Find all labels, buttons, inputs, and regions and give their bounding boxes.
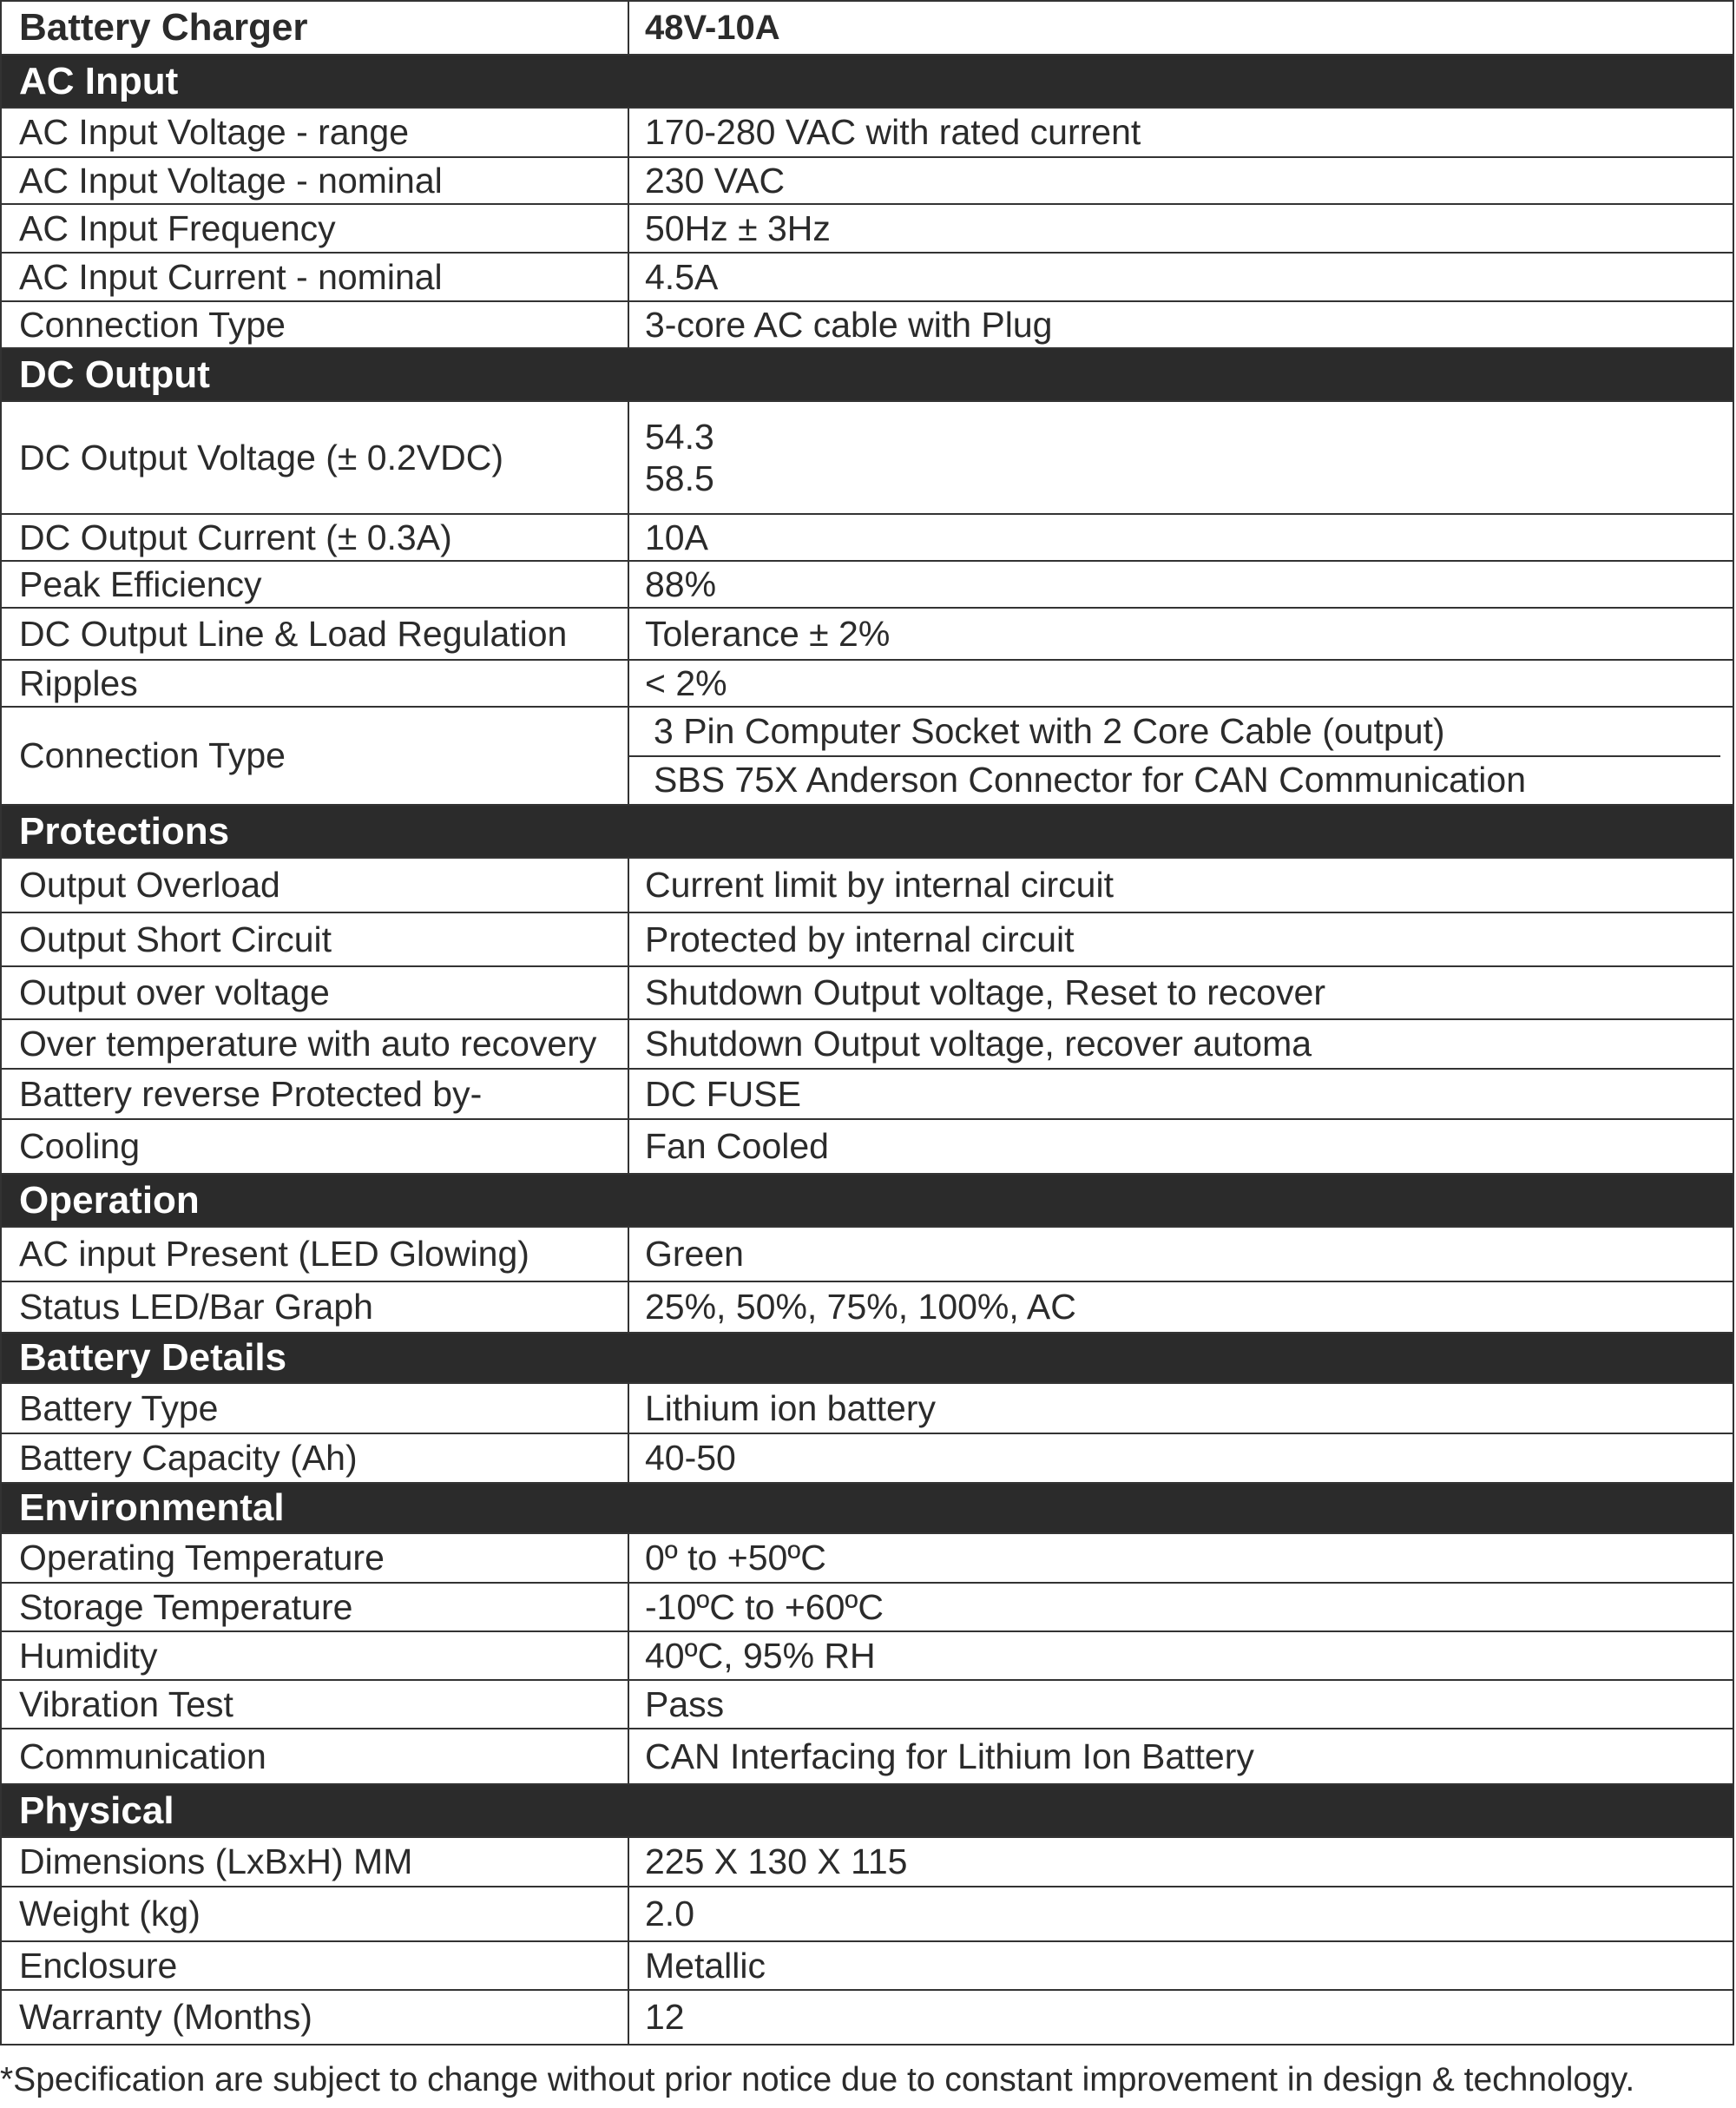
spec-value-list <box>629 402 1733 513</box>
spec-label: AC Input Current - nominal <box>2 254 629 300</box>
spec-row <box>0 1534 1734 1584</box>
product-name: Battery Charger <box>2 2 629 54</box>
spec-value: 40ºC, 95% RH <box>645 1635 876 1676</box>
spec-row <box>0 1632 1734 1681</box>
spec-value: < 2% <box>645 662 727 703</box>
spec-row <box>0 1120 1734 1175</box>
spec-label: DC Output Line & Load Regulation <box>2 609 629 659</box>
spec-label: Humidity <box>2 1632 629 1679</box>
section-header-battery-details <box>0 1334 1734 1384</box>
title-row <box>0 0 1734 56</box>
spec-value: 3-core AC cable with Plug <box>645 304 1053 345</box>
spec-value: 88% <box>645 563 717 604</box>
spec-label: Communication <box>2 1729 629 1783</box>
spec-value: Current limit by internal circuit <box>645 865 1114 905</box>
spec-row <box>0 1384 1734 1434</box>
spec-row <box>0 1070 1734 1120</box>
spec-row <box>0 661 1734 708</box>
section-title: Physical <box>19 1789 174 1832</box>
spec-row <box>0 609 1734 661</box>
section-title: DC Output <box>19 352 210 396</box>
spec-row <box>0 859 1734 913</box>
spec-label: DC Output Current (± 0.3A) <box>2 515 629 560</box>
spec-row <box>0 967 1734 1020</box>
spec-label: AC Input Voltage - nominal <box>2 158 629 203</box>
spec-label: Enclosure <box>2 1942 629 1989</box>
section-header-protections <box>0 806 1734 859</box>
spec-value: 12 <box>645 1997 685 2037</box>
spec-row <box>0 1729 1734 1785</box>
spec-value: 40-50 <box>645 1438 736 1478</box>
footnote: *Specification are subject to change without prior notice due to constant improvement in design & technology. <box>0 2061 1635 2098</box>
spec-label: Peak Efficiency <box>2 562 629 607</box>
spec-label: Dimensions (LxBxH) MM <box>2 1838 629 1886</box>
spec-label: Output Overload <box>2 859 629 912</box>
spec-row <box>0 1282 1734 1334</box>
spec-row <box>0 205 1734 254</box>
spec-label: Connection Type <box>2 708 629 804</box>
spec-label: Cooling <box>2 1120 629 1173</box>
product-model: 48V-10A <box>645 8 780 47</box>
spec-value: 25%, 50%, 75%, 100%, AC <box>645 1287 1076 1327</box>
spec-label: Battery Capacity (Ah) <box>2 1434 629 1482</box>
spec-label: Status LED/Bar Graph <box>2 1282 629 1332</box>
spec-row <box>0 913 1734 967</box>
spec-value-line: 58.5 <box>645 458 714 498</box>
spec-value: Lithium ion battery <box>645 1387 937 1428</box>
spec-label: Connection Type <box>2 302 629 347</box>
spec-label: AC input Present (LED Glowing) <box>2 1228 629 1281</box>
spec-value: Shutdown Output voltage, recover automa <box>645 1024 1312 1064</box>
spec-value: 225 X 130 X 115 <box>645 1841 908 1881</box>
spec-value-line: 3 Pin Computer Socket with 2 Core Cable (output) <box>629 708 1720 757</box>
spec-row <box>0 1681 1734 1729</box>
spec-value: Fan Cooled <box>645 1126 829 1166</box>
spec-row <box>0 1991 1734 2045</box>
spec-value: CAN Interfacing for Lithium Ion Battery <box>645 1736 1254 1776</box>
spec-value: 170-280 VAC with rated current <box>645 112 1141 152</box>
spec-label: Warranty (Months) <box>2 1991 629 2044</box>
section-header-dc-output <box>0 349 1734 402</box>
spec-label: Over temperature with auto recovery <box>2 1020 629 1068</box>
spec-label: Ripples <box>2 661 629 706</box>
spec-label: DC Output Voltage (± 0.2VDC) <box>2 402 629 513</box>
spec-value-line: 54.3 <box>645 417 714 457</box>
spec-row <box>0 1887 1734 1942</box>
spec-value: Shutdown Output voltage, Reset to recover <box>645 972 1326 1012</box>
spec-label: AC Input Voltage - range <box>2 109 629 156</box>
spec-label: Output Short Circuit <box>2 913 629 965</box>
spec-value: 230 VAC <box>645 160 786 201</box>
spec-row <box>0 158 1734 205</box>
spec-row <box>0 562 1734 609</box>
spec-value: 10A <box>645 517 708 557</box>
spec-value: DC FUSE <box>645 1073 801 1114</box>
spec-label: Output over voltage <box>2 967 629 1018</box>
section-title: Protections <box>19 809 230 853</box>
spec-value: 4.5A <box>645 256 719 297</box>
spec-value: 2.0 <box>645 1894 694 1933</box>
spec-value: Tolerance ± 2% <box>645 613 891 654</box>
spec-value: -10ºC to +60ºC <box>645 1586 884 1627</box>
spec-row <box>0 1838 1734 1887</box>
section-header-environmental <box>0 1484 1734 1534</box>
spec-value: 50Hz ± 3Hz <box>645 208 831 248</box>
spec-row <box>0 515 1734 562</box>
section-header-operation <box>0 1175 1734 1228</box>
section-title: AC Input <box>19 59 179 102</box>
spec-value-line: SBS 75X Anderson Connector for CAN Communication <box>654 760 1527 800</box>
spec-row <box>0 254 1734 302</box>
spec-value-list <box>629 708 1733 804</box>
spec-row <box>0 708 1734 806</box>
spec-value: Pass <box>645 1683 725 1724</box>
spec-row <box>0 1584 1734 1632</box>
section-title: Environmental <box>19 1486 285 1529</box>
spec-value: Protected by internal circuit <box>645 919 1075 959</box>
spec-row <box>0 402 1734 515</box>
spec-row <box>0 109 1734 158</box>
spec-label: Weight (kg) <box>2 1887 629 1940</box>
section-title: Operation <box>19 1178 200 1222</box>
spec-label: Vibration Test <box>2 1681 629 1728</box>
spec-row <box>0 1020 1734 1070</box>
spec-value: Green <box>645 1234 744 1274</box>
spec-label: AC Input Frequency <box>2 205 629 252</box>
section-header-ac-input <box>0 56 1734 109</box>
spec-label: Battery Type <box>2 1384 629 1433</box>
spec-row <box>0 1228 1734 1282</box>
section-title: Battery Details <box>19 1336 287 1379</box>
spec-label: Operating Temperature <box>2 1534 629 1582</box>
spec-row <box>0 302 1734 349</box>
spec-row <box>0 1434 1734 1484</box>
spec-label: Battery reverse Protected by- <box>2 1070 629 1118</box>
spec-value: Metallic <box>645 1945 766 1986</box>
section-header-physical <box>0 1785 1734 1838</box>
spec-row <box>0 1942 1734 1991</box>
spec-label: Storage Temperature <box>2 1584 629 1630</box>
spec-value: 0º to +50ºC <box>645 1538 826 1578</box>
